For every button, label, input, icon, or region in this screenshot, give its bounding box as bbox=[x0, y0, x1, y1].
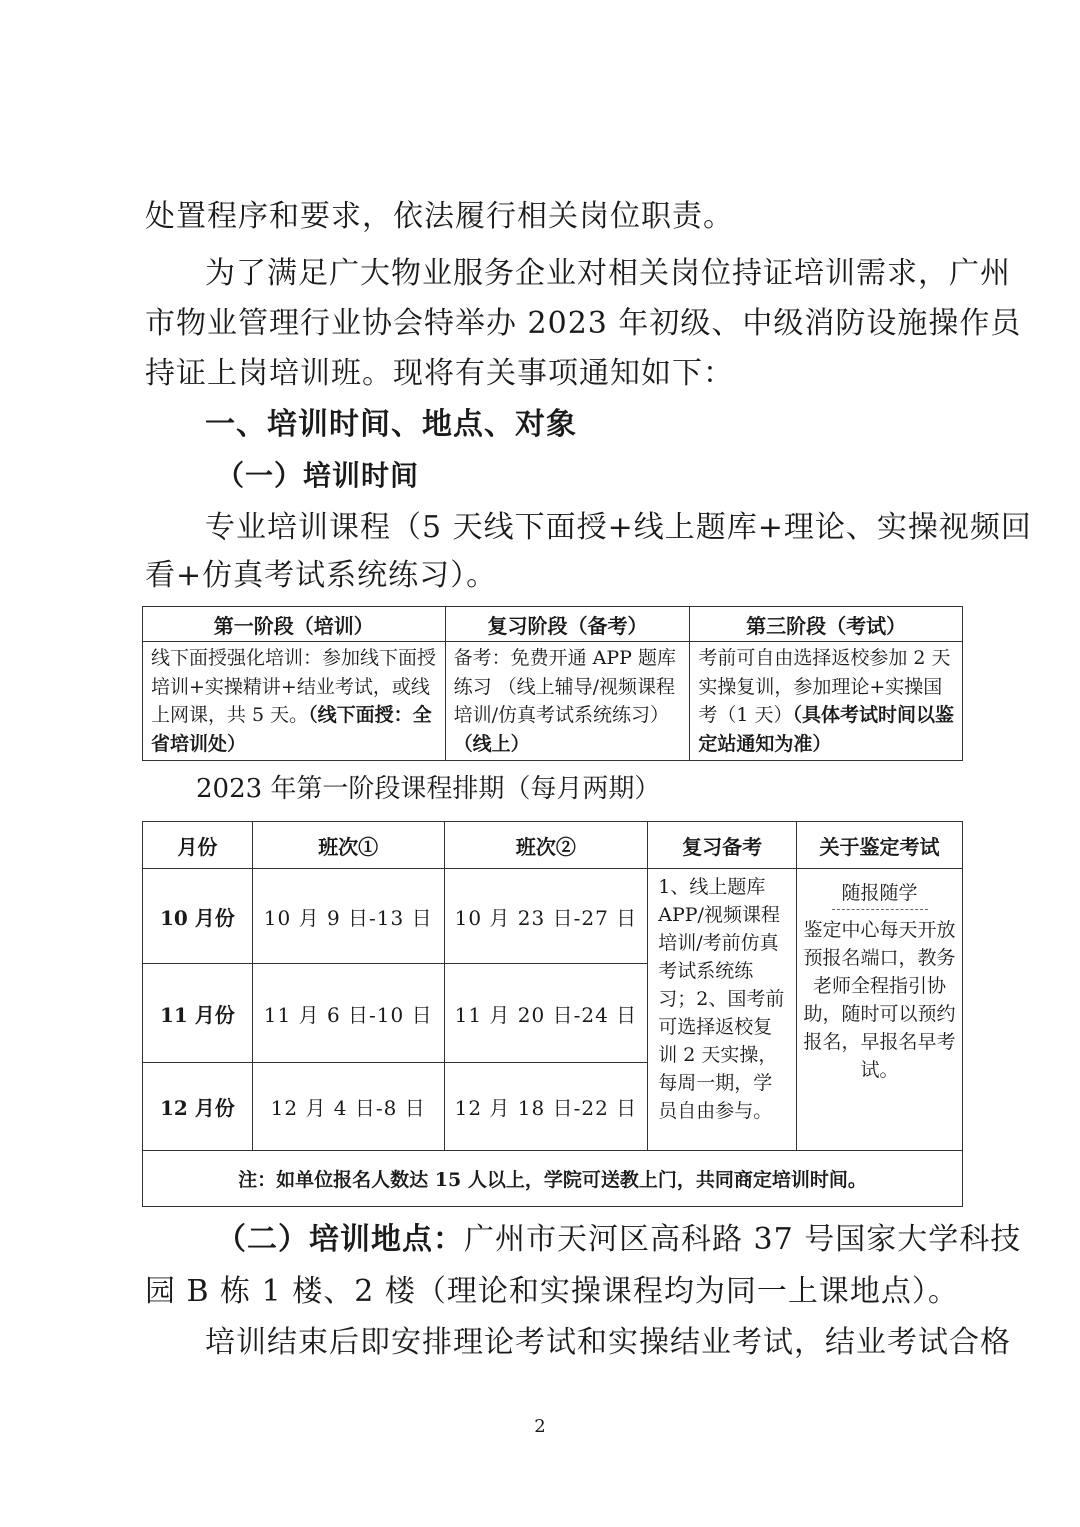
schedule-header: 复习备考 bbox=[648, 822, 797, 869]
stage-content-row bbox=[143, 642, 963, 761]
location-text: 广州市天河区高科路 37 号国家大学科技 bbox=[464, 1222, 1022, 1257]
schedule-header-row bbox=[143, 822, 963, 869]
exam-divider bbox=[832, 909, 928, 910]
stage-table bbox=[142, 606, 963, 761]
course-line: 看+仿真考试系统练习）。 bbox=[145, 558, 498, 593]
schedule-header: 班次① bbox=[252, 822, 444, 869]
paragraph-line: 培训结束后即安排理论考试和实操结业考试，结业考试合格 bbox=[205, 1325, 1011, 1360]
stage-header: 第三阶段（考试） bbox=[690, 607, 963, 642]
class2-cell: 12 月 18 日-22 日 bbox=[444, 1063, 648, 1151]
stage-cell bbox=[445, 642, 690, 761]
review-cell: 1、线上题库 APP/视频课程培训/考前仿真考试系统练习；2、国考前可选择返校复训 2 天实操，每周一期，学员自由参与。 bbox=[648, 869, 797, 1151]
schedule-header: 关于鉴定考试 bbox=[797, 822, 963, 869]
note-cell: 注：如单位报名人数达 15 人以上，学院可送教上门，共同商定培训时间。 bbox=[143, 1151, 963, 1207]
schedule-table bbox=[142, 821, 963, 1207]
class1-cell: 12 月 4 日-8 日 bbox=[252, 1063, 444, 1151]
month-cell: 11 月份 bbox=[143, 964, 253, 1063]
stage-cell-bold: （线上） bbox=[453, 732, 530, 755]
paragraph-line: 市物业管理行业协会特举办 2023 年初级、中级消防设施操作员 bbox=[145, 306, 1022, 341]
table-row bbox=[143, 869, 963, 964]
stage-cell-text: 线下面授强化培训：参加线下面授培训+实操精讲+结业考试，或线上网课，共 5 天。 bbox=[151, 647, 437, 726]
month-cell: 10 月份 bbox=[143, 869, 253, 964]
class1-cell: 10 月 9 日-13 日 bbox=[252, 869, 444, 964]
stage-cell bbox=[690, 642, 963, 761]
location-line bbox=[216, 1220, 1022, 1260]
exam-head: 随报随学 bbox=[841, 882, 918, 904]
paragraph-line: 为了满足广大物业服务企业对相关岗位持证培训需求，广州 bbox=[205, 256, 1011, 291]
schedule-caption: 2023 年第一阶段课程排期（每月两期） bbox=[196, 774, 661, 804]
location-line: 园 B 栋 1 楼、2 楼（理论和实操课程均为同一上课地点）。 bbox=[145, 1274, 959, 1309]
class2-cell: 10 月 23 日-27 日 bbox=[444, 869, 648, 964]
class1-cell: 11 月 6 日-10 日 bbox=[252, 964, 444, 1063]
location-label: （二）培训地点： bbox=[216, 1222, 464, 1257]
course-line: 专业培训课程（5 天线下面授+线上题库+理论、实操视频回 bbox=[205, 510, 1032, 545]
month-cell: 12 月份 bbox=[143, 1063, 253, 1151]
schedule-header: 班次② bbox=[444, 822, 648, 869]
subsection-heading: （一）培训时间 bbox=[216, 459, 420, 492]
note-row bbox=[143, 1151, 963, 1207]
paragraph-line: 持证上岗培训班。现将有关事项通知如下： bbox=[145, 356, 734, 391]
stage-cell-text: 考前可自由选择返校参加 2 天实操复训，参加理论+实操国考（1 天） bbox=[698, 647, 951, 726]
paragraph-line: 处置程序和要求，依法履行相关岗位职责。 bbox=[145, 199, 734, 234]
stage-header-row bbox=[143, 607, 963, 642]
exam-text: 鉴定中心每天开放预报名端口，教务老师全程指引协助，随时可以预约报名，早报名早考试。 bbox=[803, 919, 956, 1081]
schedule-header: 月份 bbox=[143, 822, 253, 869]
stage-header: 复习阶段（备考） bbox=[445, 607, 690, 642]
stage-cell-bold: （具体考试时间以鉴定站通知为准） bbox=[698, 704, 954, 755]
page-number: 2 bbox=[534, 1416, 546, 1437]
stage-cell bbox=[143, 642, 446, 761]
exam-cell bbox=[797, 869, 963, 1151]
stage-cell-text: 备考：免费开通 APP 题库练习 （线上辅导/视频课程培训/仿真考试系统练习） bbox=[453, 647, 676, 726]
class2-cell: 11 月 20 日-24 日 bbox=[444, 964, 648, 1063]
section-heading: 一、培训时间、地点、对象 bbox=[205, 407, 577, 442]
stage-cell-bold: （线下面授：全省培训处） bbox=[151, 704, 432, 755]
stage-header: 第一阶段（培训） bbox=[143, 607, 446, 642]
